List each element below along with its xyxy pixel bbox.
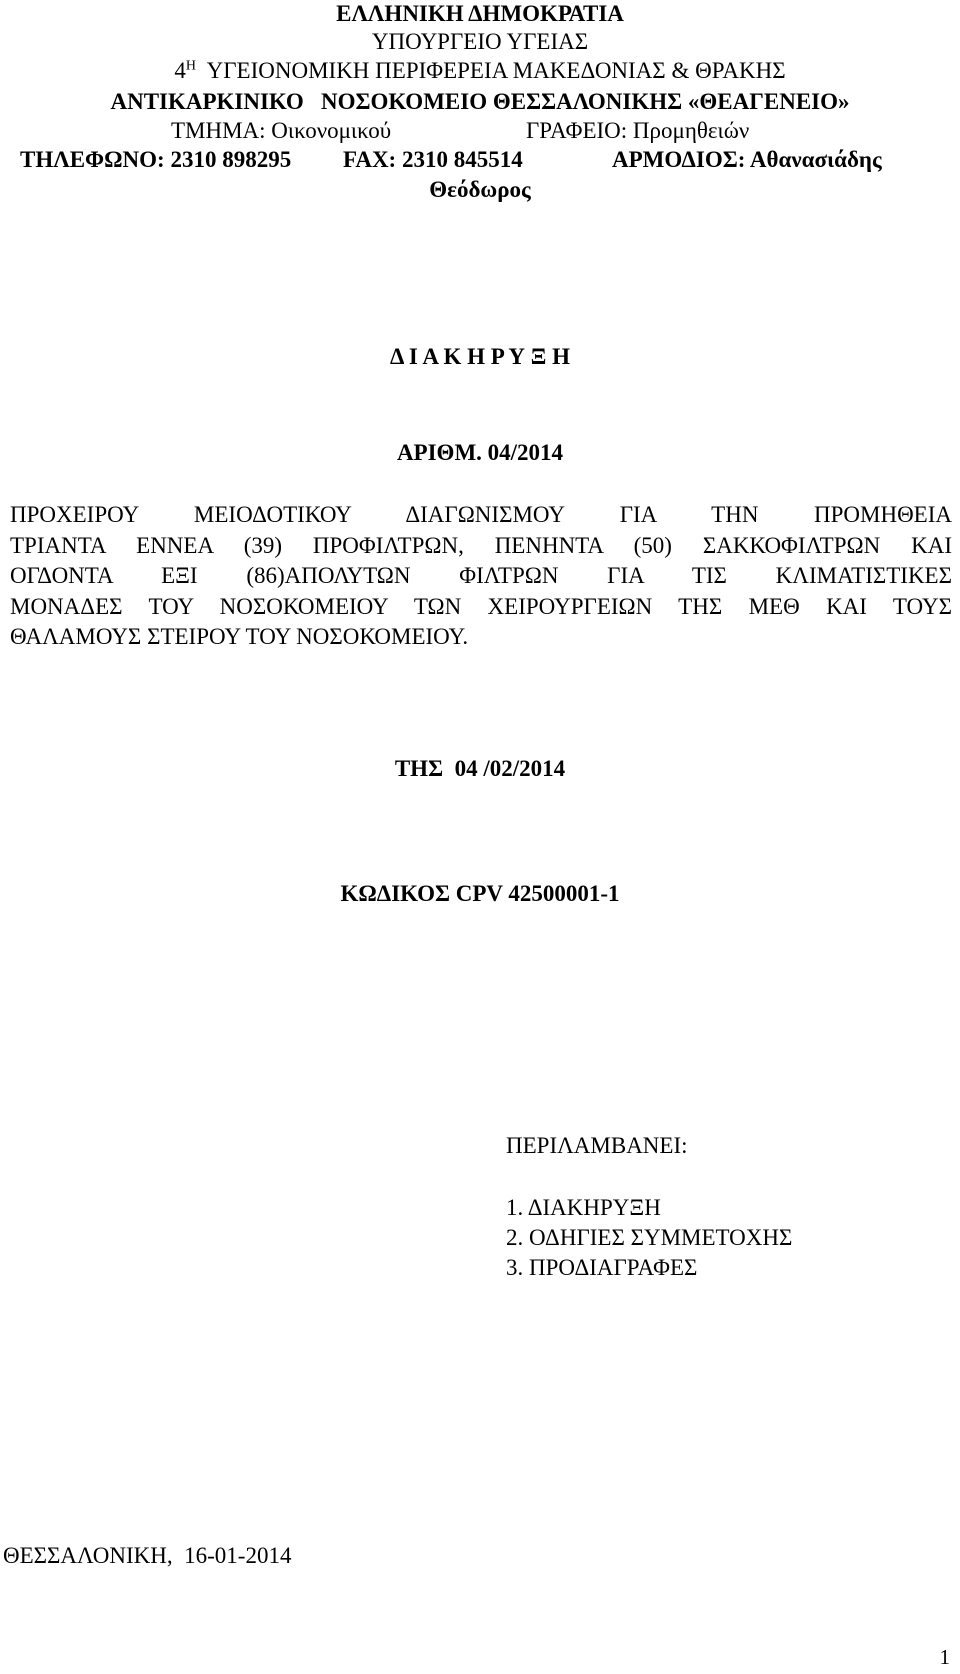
- republic-heading: ΕΛΛΗΝΙΚΗ ΔΗΜΟΚΡΑΤΙΑ: [336, 1, 624, 26]
- subject-line: ΜΟΝΑΔΕΣ ΤΟΥ ΝΟΣΟΚΟΜΕΙΟΥ ΤΩΝ ΧΕΙΡΟΥΡΓΕΙΩΝ ΤΗΣ ΜΕΘ ΚΑΙ ΤΟΥΣ: [10, 593, 952, 619]
- subject-line: ΤΡΙΑΝΤΑ ΕΝΝΕΑ (39) ΠΡΟΦΙΛΤΡΩΝ, ΠΕΝΗΝΤΑ (50) ΣΑΚΚΟΦΙΛΤΡΩΝ ΚΑΙ: [10, 532, 952, 558]
- responsible-name: Θεόδωρος: [429, 177, 531, 202]
- region-superscript: Η: [185, 58, 196, 74]
- document-title: Δ Ι Α Κ Η Ρ Υ Ξ Η: [390, 344, 570, 369]
- responsible-person: ΑΡΜΟΔΙΟΣ: Αθανασιάδης: [612, 147, 882, 172]
- fax-number: FAX: 2310 845514: [343, 147, 523, 172]
- declaration-number: ΑΡΙΘΜ. 04/2014: [396, 440, 564, 465]
- tender-subject: [10, 500, 952, 653]
- region-text: ΥΓΕΙΟΝΟΜΙΚΗ ΠΕΡΙΦΕΡΕΙΑ ΜΑΚΕΔΟΝΙΑΣ & ΘΡΑΚΗΣ: [206, 58, 786, 83]
- contents-item: 2. ΟΔΗΓΙΕΣ ΣΥΜΜΕΤΟΧΗΣ: [506, 1225, 793, 1250]
- page-number: 1: [939, 1645, 950, 1669]
- place-and-date: ΘΕΣΣΑΛΟΝΙΚΗ, 16-01-2014: [3, 1543, 292, 1568]
- phone-number: ΤΗΛΕΦΩΝΟ: 2310 898295: [20, 147, 292, 172]
- office-label: ΓΡΑΦΕΙΟ: Προμηθειών: [526, 118, 750, 143]
- contents-list: [506, 1131, 926, 1283]
- tender-date: ΤΗΣ 04 /02/2014: [394, 756, 566, 781]
- subject-line: ΘΑΛΑΜΟΥΣ ΣΤΕΙΡΟΥ ΤΟΥ ΝΟΣΟΚΟΜΕΙΟΥ.: [10, 624, 469, 649]
- cpv-code: ΚΩΔΙΚΟΣ CPV 42500001-1: [340, 881, 620, 906]
- ministry-heading: ΥΠΟΥΡΓΕΙΟ ΥΓΕΙΑΣ: [371, 29, 589, 54]
- contents-item: 3. ΠΡΟΔΙΑΓΡΑΦΕΣ: [506, 1255, 698, 1280]
- region-number: 4: [174, 58, 186, 83]
- contents-item: 1. ΔΙΑΚΗΡΥΞΗ: [506, 1195, 661, 1220]
- department-label: ΤΜΗΜΑ: Οικονομικού: [171, 118, 392, 143]
- subject-line: ΠΡΟΧΕΙΡΟΥ ΜΕΙΟΔΟΤΙΚΟΥ ΔΙΑΓΩΝΙΣΜΟΥ ΓΙΑ ΤΗΝ ΠΡΟΜΗΘΕΙΑ: [10, 502, 952, 527]
- hospital-name: ΑΝΤΙΚΑΡΚΙΝΙΚΟ ΝΟΣΟΚΟΜΕΙΟ ΘΕΣΣΑΛΟΝΙΚΗΣ «ΘΕΑΓΕΝΕΙΟ»: [110, 89, 850, 114]
- health-region-line: [0, 57, 960, 85]
- subject-line: ΟΓΔΟΝΤΑ ΕΞΙ (86)ΑΠΟΛΥΤΩΝ ΦΙΛΤΡΩΝ ΓΙΑ ΤΙΣ ΚΛΙΜΑΤΙΣΤΙΚΕΣ: [10, 563, 952, 588]
- contents-heading: ΠΕΡΙΛΑΜΒΑΝΕΙ:: [506, 1133, 688, 1158]
